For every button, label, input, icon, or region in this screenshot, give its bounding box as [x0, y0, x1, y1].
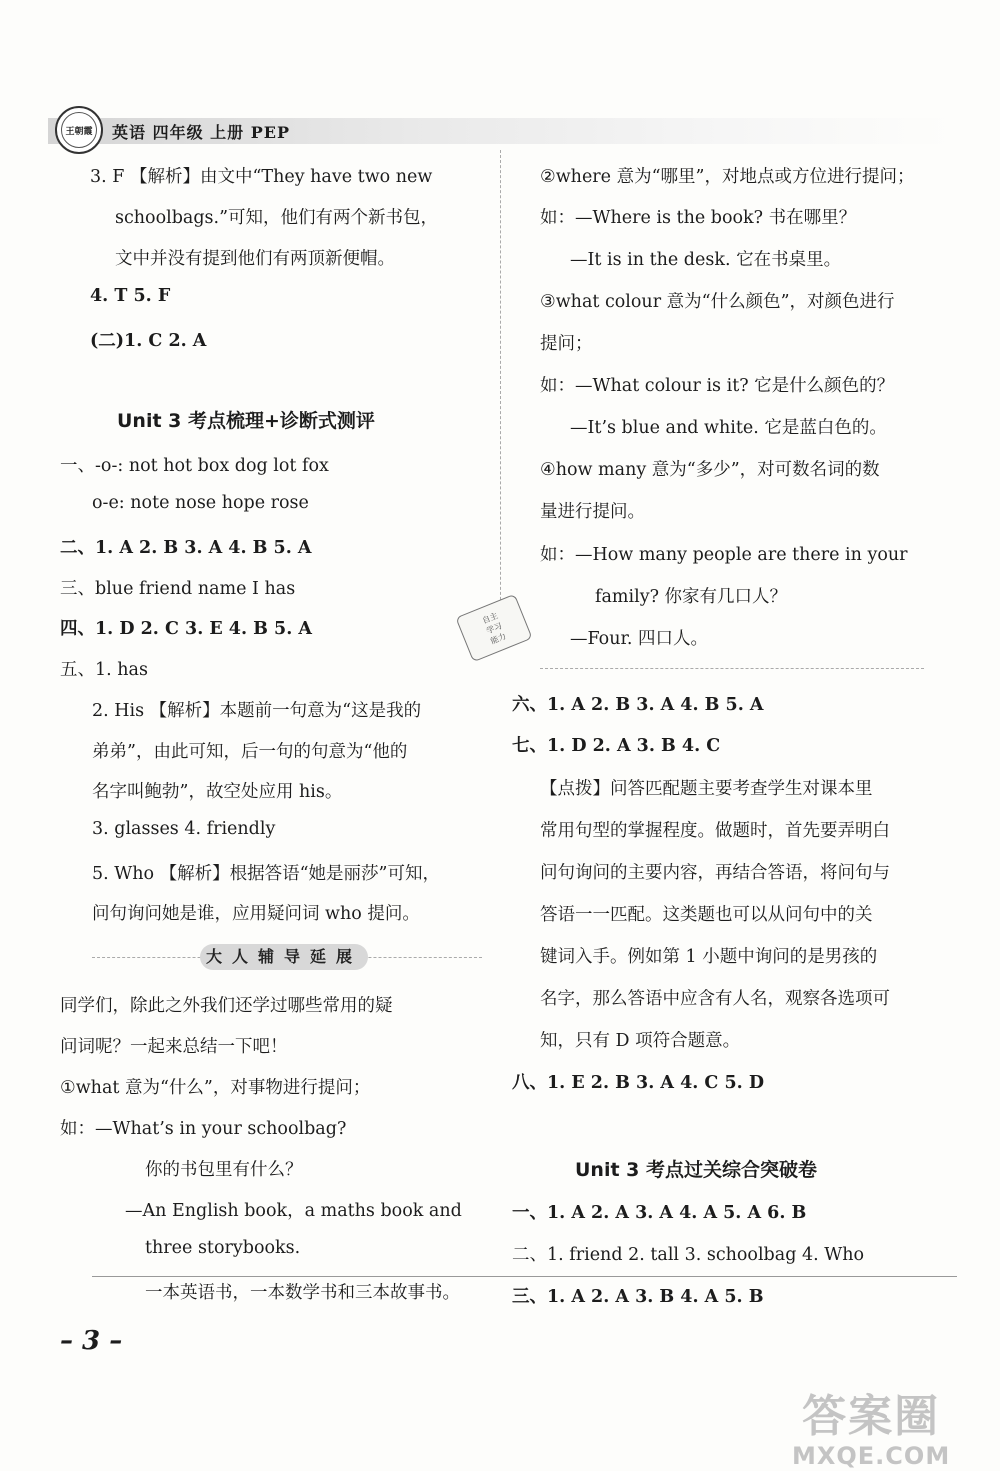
- unit-section-title: Unit 3 考点过关综合突破卷: [575, 1159, 818, 1181]
- note-line: —It is in the desk. 它在书桌里。: [570, 250, 842, 270]
- note-line: family? 你家有几口人？: [595, 587, 788, 607]
- answer-line: 问句询问她是谁，应用疑问词 who 提问。: [92, 904, 420, 924]
- note-line: 如：—How many people are there in your: [540, 545, 908, 565]
- answer-line: 一、1. A 2. A 3. A 4. A 5. A 6. B: [512, 1203, 807, 1223]
- column-divider: [500, 150, 501, 630]
- note-line: 如：—What colour is it? 它是什么颜色的？: [540, 376, 895, 396]
- page-number: – 3 –: [60, 1326, 123, 1356]
- answer-line: 八、1. E 2. B 3. A 4. C 5. D: [512, 1073, 764, 1093]
- answer-line: 2. His 【解析】本题前一句意为“这是我的: [92, 701, 422, 721]
- answer-line: 5. Who 【解析】根据答语“她是丽莎”可知，: [92, 864, 441, 884]
- answer-line: 三、1. A 2. A 3. B 4. A 5. B: [512, 1287, 764, 1307]
- answer-line: 二、1. A 2. B 3. A 4. B 5. A: [60, 538, 312, 558]
- answer-line: 3. glasses 4. friendly: [92, 819, 276, 839]
- logo-text: 王朝霞: [65, 126, 93, 137]
- answer-line: schoolbags.”可知，他们有两个新书包，: [115, 208, 439, 228]
- note-line: 如：—Where is the book? 书在哪里？: [540, 208, 857, 228]
- note-line: 一本英语书，一本数学书和三本故事书。: [145, 1283, 460, 1303]
- answer-line: 文中并没有提到他们有两顶新便帽。: [115, 249, 395, 269]
- tip-line: 知，只有 D 项符合题意。: [540, 1031, 741, 1051]
- header-title: 英语 四年级 上册 PEP: [112, 123, 290, 142]
- footer-rule: [92, 1276, 957, 1277]
- answer-line: 一、-o-: not hot box dog lot fox: [60, 456, 329, 476]
- tip-line: 键词入手。例如第 1 小题中询问的是男孩的: [540, 947, 878, 967]
- note-line: 提问；: [540, 334, 593, 354]
- note-line: 问词呢？一起来总结一下吧！: [60, 1037, 288, 1057]
- note-line: —It’s blue and white. 它是蓝白色的。: [570, 418, 887, 438]
- note-line: ①what 意为“什么”，对事物进行提问；: [60, 1078, 371, 1098]
- note-line: 如：—What’s in your schoolbag?: [60, 1119, 347, 1139]
- watermark-title: 答案圈: [802, 1391, 941, 1442]
- answer-line: 弟弟”，由此可知，后一句的句意为“他的: [92, 742, 408, 762]
- note-line: ③what colour 意为“什么颜色”，对颜色进行: [540, 292, 895, 312]
- note-line: —Four. 四口人。: [570, 629, 709, 649]
- brand-logo: [55, 106, 103, 154]
- answer-line: 4. T 5. F: [90, 286, 171, 306]
- note-divider: [540, 668, 924, 669]
- answer-line: 名字叫鲍勃”，故空处应用 his。: [92, 782, 343, 802]
- answer-line: 3. F 【解析】由文中“They have two new: [90, 167, 433, 187]
- answer-line: 七、1. D 2. A 3. B 4. C: [512, 736, 721, 756]
- answer-line: 四、1. D 2. C 3. E 4. B 5. A: [60, 619, 312, 639]
- tip-line: 名字，那么答语中应含有人名，观察各选项可: [540, 989, 890, 1009]
- note-line: 量进行提问。: [540, 502, 645, 522]
- answer-line: o-e: note nose hope rose: [92, 493, 309, 513]
- tip-line: 答语一一匹配。这类题也可以从问句中的关: [540, 905, 873, 925]
- note-line: ④how many 意为“多少”，对可数名词的数: [540, 460, 880, 480]
- stamp-seal: [455, 594, 532, 662]
- note-line: —An English book，a maths book and: [125, 1201, 462, 1221]
- note-line: ②where 意为“哪里”，对地点或方位进行提问；: [540, 167, 915, 187]
- note-line: 同学们，除此之外我们还学过哪些常用的疑: [60, 996, 393, 1016]
- answer-line: 二、1. friend 2. tall 3. schoolbag 4. Who: [512, 1245, 865, 1265]
- watermark-url: MXQE.COM: [792, 1442, 951, 1470]
- tip-line: 【点拨】问答匹配题主要考查学生对课本里: [540, 779, 873, 799]
- note-line: three storybooks.: [145, 1238, 301, 1258]
- note-line: 你的书包里有什么？: [145, 1160, 303, 1180]
- tip-line: 问句询问的主要内容，再结合答语，将问句与: [540, 863, 890, 883]
- answer-line: 六、1. A 2. B 3. A 4. B 5. A: [512, 695, 764, 715]
- stamp-text: 自主 学习 能力: [480, 610, 508, 646]
- answer-line: 五、1. has: [60, 660, 148, 680]
- unit-section-title: Unit 3 考点梳理+诊断式测评: [117, 410, 375, 432]
- answer-line: 三、blue friend name I has: [60, 579, 296, 599]
- answer-line: (二)1. C 2. A: [90, 331, 207, 351]
- watermark: [792, 1392, 950, 1470]
- section-banner: 大人辅导延展: [200, 944, 368, 970]
- tip-line: 常用句型的掌握程度。做题时，首先要弄明白: [540, 821, 890, 841]
